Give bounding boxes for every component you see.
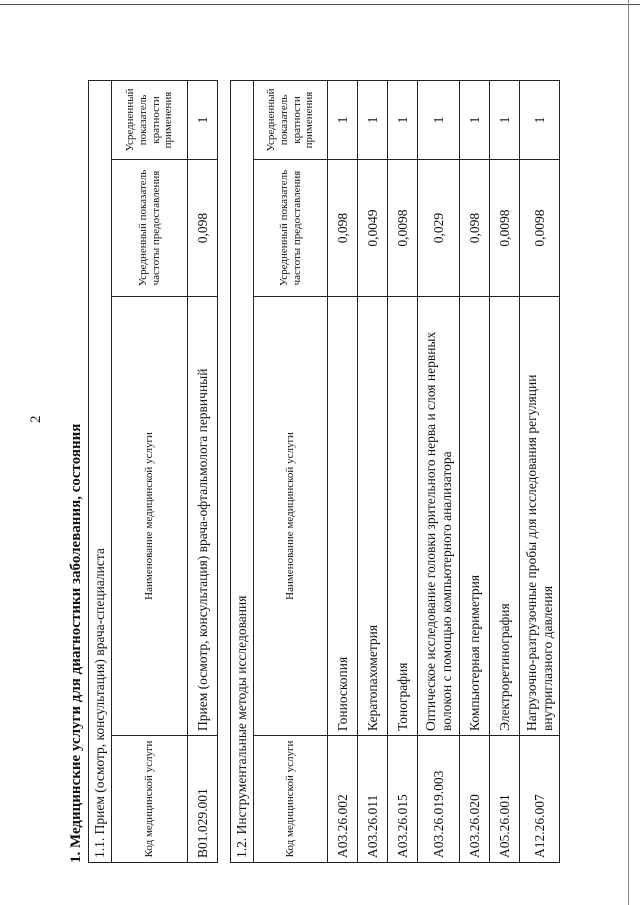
service-name: Тонография	[388, 297, 418, 736]
service-code: А03.26.020	[460, 736, 490, 863]
column-header-multiplicity: Усредненный показатель кратности применения	[254, 81, 328, 160]
column-header-name: Наименование медицинской услуги	[254, 297, 328, 736]
frequency-value: 0,0049	[358, 160, 388, 297]
scan-border-top	[0, 4, 640, 5]
service-code: А03.26.011	[358, 736, 388, 863]
section-title: 1.1. Прием (осмотр, консультация) врача-специалиста	[89, 81, 112, 863]
multiplicity-value: 1	[358, 81, 388, 160]
column-header-frequency: Усредненный показатель частоты предоставления	[112, 160, 188, 297]
multiplicity-value: 1	[328, 81, 358, 160]
frequency-value: 0,0098	[490, 160, 520, 297]
service-code: А12.26.007	[520, 736, 560, 863]
column-header-code: Код медицинской услуги	[112, 736, 188, 863]
multiplicity-value: 1	[188, 81, 218, 160]
column-header-multiplicity: Усредненный показатель кратности применения	[112, 81, 188, 160]
service-code: В01.029.001	[188, 736, 218, 863]
multiplicity-value: 1	[520, 81, 560, 160]
service-name: Электроретинография	[490, 297, 520, 736]
frequency-value: 0,098	[188, 160, 218, 297]
table-row	[520, 81, 560, 863]
section-title: 1.2. Инструментальные методы исследования	[231, 81, 254, 863]
service-name: Прием (осмотр, консультация) врача-офтальмолога первичный	[188, 297, 218, 736]
service-code: А03.26.015	[388, 736, 418, 863]
table-row	[358, 81, 388, 863]
multiplicity-value: 1	[418, 81, 460, 160]
frequency-value: 0,098	[460, 160, 490, 297]
table-row	[460, 81, 490, 863]
service-name: Кератопахометрия	[358, 297, 388, 736]
table-instrumental	[230, 80, 560, 863]
scan-border-right	[628, 0, 629, 905]
service-name: Нагрузочно-разгрузочные пробы для исследования регуляции внутриглазного давления	[520, 297, 560, 736]
service-code: А03.26.019.003	[418, 736, 460, 863]
column-header-name: Наименование медицинской услуги	[112, 297, 188, 736]
section-heading: 1. Медицинские услуги для диагностики заболевания, состояния	[68, 423, 84, 863]
table-row	[418, 81, 460, 863]
document-sheet	[68, 33, 628, 863]
multiplicity-value: 1	[460, 81, 490, 160]
service-code: А05.26.001	[490, 736, 520, 863]
frequency-value: 0,029	[418, 160, 460, 297]
table-row	[388, 81, 418, 863]
page-number: 2	[28, 415, 44, 423]
table-row	[490, 81, 520, 863]
frequency-value: 0,098	[328, 160, 358, 297]
multiplicity-value: 1	[388, 81, 418, 160]
table-row	[188, 81, 218, 863]
service-name: Гониоскопия	[328, 297, 358, 736]
table-row	[328, 81, 358, 863]
table-consultation	[88, 80, 218, 863]
frequency-value: 0,0098	[388, 160, 418, 297]
column-header-code: Код медицинской услуги	[254, 736, 328, 863]
service-name: Компьютерная периметрия	[460, 297, 490, 736]
multiplicity-value: 1	[490, 81, 520, 160]
frequency-value: 0,0098	[520, 160, 560, 297]
service-code: А03.26.002	[328, 736, 358, 863]
service-name: Оптическое исследование головки зрительного нерва и слоя нервных волокон с помощью компьютерного анализатора	[418, 297, 460, 736]
column-header-frequency: Усредненный показатель частоты предоставления	[254, 160, 328, 297]
